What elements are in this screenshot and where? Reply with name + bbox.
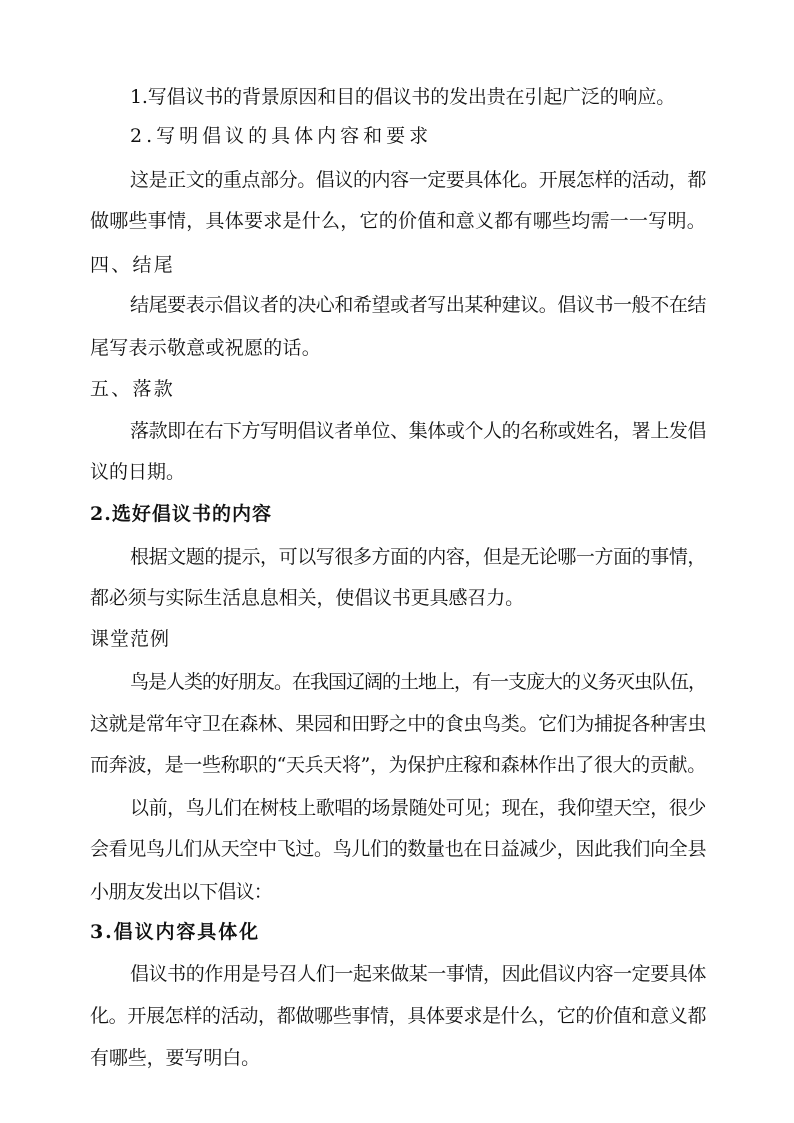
text-line-22: 倡议书的作用是号召人们一起来做某一事情，因此倡议内容一定要具体 [130, 963, 706, 985]
text-line-12: 根据文题的提示，可以写很多方面的内容，但是无论哪一方面的事情， [130, 546, 706, 568]
text-line-23: 化。开展怎样的活动，都做哪些事情，具体要求是什么，它的价值和意义都 [90, 1005, 707, 1027]
text-line-19: 会看见鸟儿们从天空中飞过。鸟儿们的数量也在日益减少，因此我们向全县 [90, 838, 707, 860]
text-line-24: 有哪些，要写明白。 [90, 1047, 261, 1069]
text-line-16: 这就是常年守卫在森林、果园和田野之中的食虫鸟类。它们为捕捉各种害虫 [90, 713, 707, 735]
text-line-15: 鸟是人类的好朋友。在我国辽阔的土地上，有一支庞大的义务灭虫队伍， [130, 671, 707, 693]
text-line-10: 议的日期。 [90, 461, 186, 483]
subheading-specific-content: 3.倡议内容具体化 [90, 921, 261, 943]
text-line-18: 以前，鸟儿们在树枝上歌唱的场景随处可见；现在，我仰望天空，很少 [130, 797, 706, 819]
text-line-4: 做哪些事情，具体要求是什么，它的价值和意义都有哪些均需一一写明。 [90, 210, 707, 232]
section-heading-signature: 五、落款 [90, 378, 176, 400]
text-line-9: 落款即在右下方写明倡议者单位、集体或个人的名称或姓名，署上发倡 [130, 420, 706, 442]
text-line-6: 结尾要表示倡议者的决心和希望或者写出某种建议。倡议书一般不在结 [130, 294, 706, 316]
subheading-choose-content: 2.选好倡议书的内容 [90, 503, 273, 525]
text-line-2: 2.写明倡议的具体内容和要求 [130, 125, 433, 147]
text-line-7: 尾写表示敬意或祝愿的话。 [90, 337, 322, 359]
text-line-1: 1.写倡议书的背景原因和目的倡议书的发出贵在引起广泛的响应。 [130, 86, 676, 108]
text-line-13: 都必须与实际生活息息相关，使倡议书更具感召力。 [90, 587, 525, 609]
section-heading-ending: 四、结尾 [90, 254, 176, 276]
section-heading-example: 课堂范例 [90, 628, 171, 650]
text-line-20: 小朋友发出以下倡议： [90, 881, 273, 903]
text-line-17: 而奔波，是一些称职的“天兵天将”，为保护庄稼和森林作出了很大的贡献。 [90, 754, 706, 776]
text-line-3: 这是正文的重点部分。倡议的内容一定要具体化。开展怎样的活动，都 [130, 169, 706, 191]
